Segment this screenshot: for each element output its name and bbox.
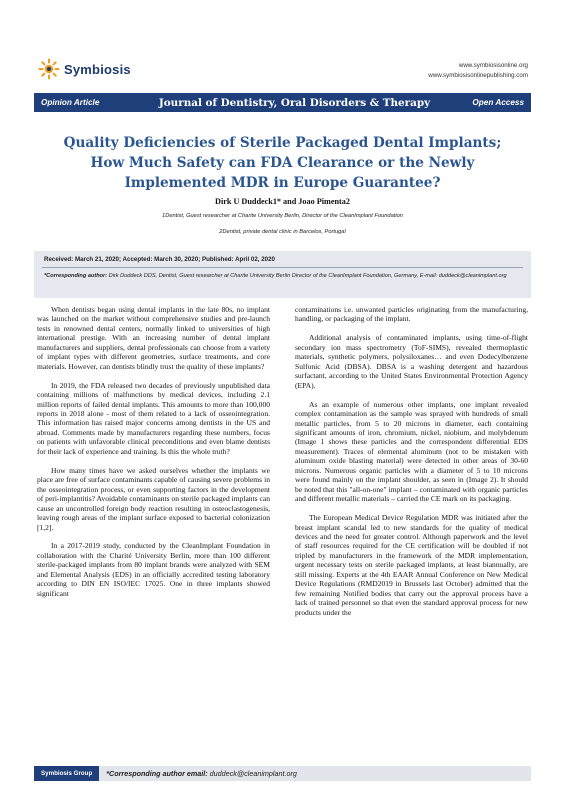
sun-logo-icon — [38, 58, 60, 80]
url-link-2[interactable]: www.symbiosisonlinepublishing.com — [428, 72, 528, 79]
corr-label: *Corresponding author: — [44, 273, 108, 279]
body-column-left — [37, 305, 270, 608]
paragraph: Additional analysis of contaminated implants, using time-of-flight secondary ion mass spectrometry (ToF-SIMS), revealed thermoplastic materials, synthetic polymers, polysiloxanes… and even Dodecylbenzene Sulfonic Acid (DBSA). DBSA is a washing detergent and hazardous surfactant, according to the United States Environmental Protection Agency (EPA). — [295, 333, 528, 390]
open-access-badge: Open Access — [472, 98, 524, 107]
article-title: Quality Deficiencies of Sterile Packaged Dental Implants; How Much Safety can FDA Clearance or the Newly Implemented MDR in Europe Guarantee? — [63, 135, 502, 191]
paragraph: In 2019, the FDA released two decades of previously unpublished data containing millions of malfunctions by medical devices, including 2.1 million reports of failed dental implants. This amounts to more than 100,000 reports in 2018 alone - most of them related to a lack of osseointegration. This information has raised major concerns among dentists in the US and abroad. Comments made by manufacturers regarding these numbers, focus on patients with unfavorable clinical preconditions and even blame dentists for their lack of experience and training. Is this the whole truth? — [37, 380, 270, 456]
article-authors: Dirk U Duddeck1* and Joao Pimenta2 — [215, 197, 350, 206]
journal-banner — [34, 93, 531, 112]
article-info-box — [34, 251, 531, 298]
corr-details: Dirk Duddeck DDS, Dentist, Guest researcher at Charite University Berlin Director of the CleanImplant Foundation, Germany, E-mail: duddeck@cleanimplant.org — [107, 273, 507, 279]
url-link-1[interactable]: www.symbiosisonline.org — [458, 62, 528, 69]
symbiosis-logo[interactable] — [38, 58, 131, 80]
paragraph: The European Medical Device Regulation MDR was initiated after the breast implant scandal led to new standards for the quality of medical devices and the need for greater control. Although paperwork and the level of staff resources required for the CE certification will be doubled if not tripled by manufacturers in the framework of the MDR implementation, urgent necessary tests on sterile packaged implants, at least biannually, are still missing. Experts at the 4th EAAR Annual Conference on New Medical Device Regulations (RMD2019 in Brussels last October) admitted that the few remaining Notified bodies that carry out the approval process have a lack of trained personnel so that even the standard approval process for new products under the — [295, 513, 528, 617]
paragraph: When dentists began using dental implants in the late 80s, no implant was launched on the market without comprehensive studies and pre-launch tests in renowned dental centers, normally linked to universities of high international prestige. With an increasing number of dental implant manufacturers and suppliers, dental professionals can choose from a variety of implant types with different geometries, surface treatments, and core materials. However, can dentists blindly trust the quality of these implants? — [37, 305, 270, 371]
publication-dates: Received: March 21, 2020; Accepted: March 30, 2020; Published: April 02, 2020 — [44, 256, 275, 263]
corresponding-author — [44, 272, 524, 282]
paragraph: contaminations i.e. unwanted particles originating from the manufacturing, handling, or packaging of the implant. — [295, 305, 528, 324]
body-column-right — [295, 305, 528, 627]
page-footer — [34, 766, 531, 781]
journal-name: Journal of Dentistry, Oral Disorders & Therapy — [158, 96, 431, 109]
footer-group-label: Symbiosis Group — [34, 766, 99, 781]
paragraph: How many times have we asked ourselves whether the implants we place are free of surface contaminants capable of causing severe problems in the osseointegration process, or even supporting factors in the development of peri-implantitis? Avoidable contaminants on sterile packaged implants can cause an uncontrolled foreign body reaction resulting in osteoclastogenesis, leaving rough areas of the implant surface exposed to bacterial colonization [1,2]. — [37, 465, 270, 532]
footer-corresponding-email — [99, 769, 297, 778]
paragraph: As an example of numerous other implants, one implant revealed complex contamination as the sample was sprayed with hundreds of small metallic particles, from 5 to 20 microns in diameter, each containing significant amounts of iron, chromium, nickel, niobium, and molybdenum (Image 1 shows these particles and the correspondent differential EDS measurement). Traces of elemental aluminum (not to be mistaken with aluminum oxide blasting material) were detected in other areas of 30-60 microns. Numerous organic particles with a diameter of 5 to 10 microns were found mainly on the implant shoulder, as seen in (Image 2). It should be noted that this "all-on-one" implant – contaminated with organic particles and different metallic materials – carried the CE mark on its packaging. — [295, 399, 528, 504]
affiliation-1: 1Dentist, Guest researcher at Charite University Berlin, Director of the CleanImplant Foundation — [162, 213, 403, 219]
article-type: Opinion Article — [41, 98, 100, 107]
footer-corr-label: *Corresponding author email: — [106, 769, 208, 778]
site-urls — [428, 61, 528, 81]
footer-email-link[interactable]: duddeck@cleanimplant.org — [207, 769, 297, 778]
info-divider — [42, 267, 523, 268]
affiliation-2: 2Dentist, private dental clinic in Barcelos, Portugal — [219, 229, 346, 235]
logo-text: Symbiosis — [64, 61, 131, 77]
paragraph: In a 2017-2019 study, conducted by the CleanImplant Foundation in collaboration with the Charité University Berlin, more than 100 different sterile-packaged implants from 80 implant brands were analyzed with SEM and Elemental Analysis (EDS) in an officially accredited testing laboratory according to DIN EN ISO/IEC 17025. One in three implants showed significant — [37, 541, 270, 598]
